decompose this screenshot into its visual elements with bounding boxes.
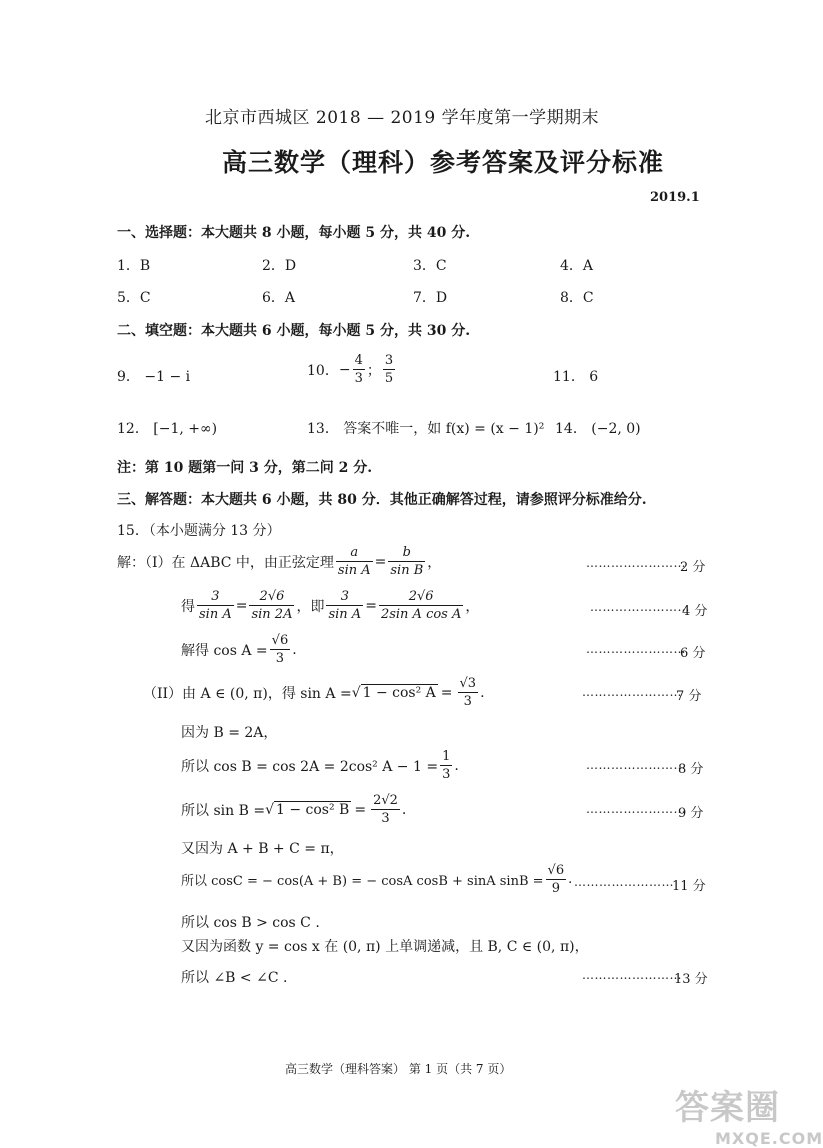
solution-line-4: （II）由 A ∈ (0, π)，得 sin A = √ 1 − cos² A = $\frac{√3}{3}$ .	[143, 676, 485, 709]
answer-5: 5．C	[117, 290, 151, 306]
fraction: $\frac{3}{\text{sin A}}$	[199, 589, 232, 622]
fill-answer-9: 9． −1 − i	[117, 369, 191, 385]
question-15-title: 15．（本小题满分 13 分）	[117, 523, 281, 539]
solution-line-5: 因为 B = 2A，	[181, 725, 278, 741]
solution-line-11: 又因为函数 y = cos x 在 (0, π) 上单调递减，且 B, C ∈ (0, π)，	[181, 939, 589, 955]
solution-line-6: 所以 cos B = cos 2A = 2cos² A − 1 = $\frac{1}{3}$ .	[181, 749, 459, 782]
section2-heading: 二、填空题：本大题共 6 小题，每小题 5 分，共 30 分.	[117, 323, 471, 339]
fill-answer-10: 10． − $\frac{4}{3}$ ； $\frac{3}{5}$	[307, 353, 394, 386]
answer-8: 8．C	[560, 290, 594, 306]
solution-line-8: 又因为 A + B + C = π，	[181, 841, 344, 857]
page-title: 高三数学（理科）参考答案及评分标准	[222, 148, 665, 177]
sqrt-radicand: 1 − cos² A	[362, 685, 436, 701]
solution-line-2: 得 $\frac{3}{\text{sin A}}$ = $\frac{2√6}{\sin 2A}$ ，即 $\frac{3}{\text{sin A}}$ = $\frac{2√6}{\text{2sin A cos A}}$ ，	[181, 589, 480, 622]
score-dots: ……………………	[582, 685, 682, 699]
page-footer: 高三数学（理科答案） 第 1 页（共 7 页）	[285, 1062, 512, 1076]
score-dots: ……………………	[586, 556, 686, 570]
answer-7: 7．D	[413, 290, 448, 306]
fraction: $\frac{a}{\text{sin A}}$	[337, 545, 371, 578]
fill-answer-13: 13． 答案不唯一，如 f(x) = (x − 1)²	[307, 421, 545, 437]
score-dots: ……………………	[582, 968, 682, 982]
header-line1: 北京市西城区 2018 — 2019 学年度第一学期期末	[205, 108, 600, 128]
score-dots: ……………………	[574, 875, 674, 889]
score-value: 7 分	[676, 689, 702, 704]
score-value: 9 分	[678, 806, 704, 821]
answer-2: 2．D	[262, 258, 297, 274]
fraction: $\frac{√6}{3}$	[271, 633, 289, 666]
solution-line-7: 所以 sin B = √ 1 − cos² B = $\frac{2√2}{3}$ .	[181, 793, 407, 826]
fraction: $\frac{b}{\text{sin B}}$	[390, 545, 424, 578]
sqrt-radicand: 1 − cos² B	[275, 802, 350, 818]
score-value: 13 分	[674, 972, 708, 987]
solution-line-3: 解得 cos A = $\frac{√6}{3}$ .	[181, 633, 297, 666]
fraction: $\frac{2√2}{3}$	[373, 793, 398, 826]
answer-4: 4．A	[560, 258, 594, 274]
fraction: $\frac{2√6}{\sin 2A}$	[251, 589, 293, 622]
q10-fraction-1: $\frac{4}{3}$	[354, 353, 363, 386]
score-dots: ……………………	[586, 642, 686, 656]
fill-answer-11: 11． 6	[553, 369, 599, 385]
score-value: 11 分	[672, 879, 706, 894]
fill-answer-12: 12． [−1, +∞)	[117, 421, 218, 437]
score-dots: ……………………	[586, 802, 686, 816]
solution-line-12: 所以 ∠B < ∠C .	[181, 970, 288, 986]
watermark-url: MXQE.COM	[715, 1129, 823, 1148]
fraction: $\frac{√3}{3}$	[459, 676, 477, 709]
answer-1: 1．B	[117, 258, 151, 274]
score-value: 8 分	[678, 762, 704, 777]
section3-heading: 三、解答题：本大题共 6 小题，共 80 分．其他正确解答过程，请参照评分标准给分.	[117, 492, 647, 508]
q10-fraction-2: $\frac{3}{5}$	[384, 353, 394, 386]
solution-line-1: 解：（I）在 ΔABC 中，由正弦定理 $\frac{a}{\text{sin A}}$ = $\frac{b}{\text{sin B}}$ ，	[117, 545, 442, 578]
score-value: 6 分	[680, 646, 706, 661]
fraction: $\frac{3}{\text{sin A}}$	[328, 589, 362, 622]
fraction: $\frac{2√6}{\text{2sin A cos A}}$	[380, 589, 462, 622]
fill-answer-14: 14． (−2, 0)	[555, 421, 641, 437]
scoring-note: 注：第 10 题第一问 3 分，第二问 2 分.	[117, 460, 373, 476]
section1-heading: 一、选择题：本大题共 8 小题，每小题 5 分，共 40 分.	[117, 225, 471, 241]
fraction: $\frac{√6}{9}$	[547, 863, 565, 896]
date-label: 2019.1	[650, 190, 700, 205]
score-dots: ……………………	[586, 758, 686, 772]
score-dots: ……………………	[590, 600, 690, 614]
fraction: $\frac{1}{3}$	[442, 749, 451, 782]
score-value: 2 分	[680, 560, 706, 575]
solution-line-10: 所以 cos B > cos C .	[181, 915, 320, 931]
watermark-logo	[675, 1080, 823, 1148]
watermark-text: 答案圈	[675, 1088, 780, 1128]
solution-line-9: 所以 cosC = − cos(A + B) = − cosA cosB + sinA sinB = $\frac{√6}{9}$ .	[181, 863, 573, 896]
q10-label: 10．	[307, 362, 339, 379]
answer-3: 3．C	[413, 258, 447, 274]
answer-6: 6．A	[262, 290, 296, 306]
score-value: 4 分	[682, 604, 708, 619]
